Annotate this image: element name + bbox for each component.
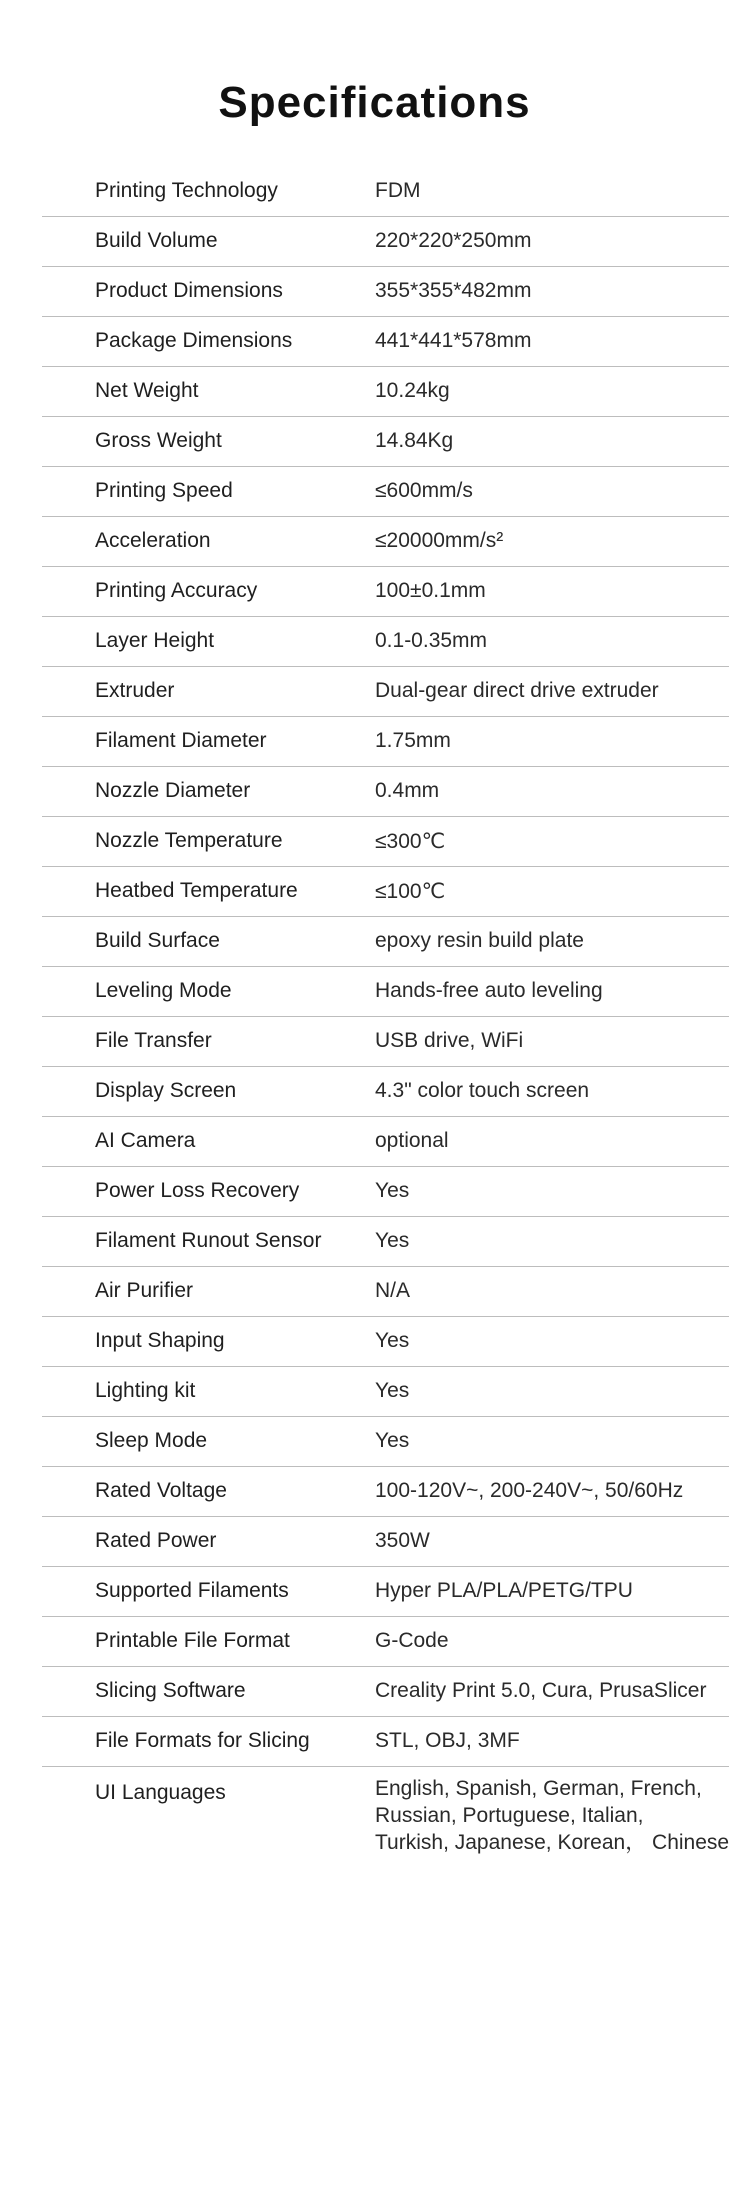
spec-value: FDM: [375, 179, 421, 202]
spec-row: [42, 1117, 729, 1167]
spec-row: [42, 717, 729, 767]
spec-value: Dual-gear direct drive extruder: [375, 679, 659, 702]
spec-label: Leveling Mode: [95, 979, 232, 1002]
spec-label: Nozzle Temperature: [95, 829, 283, 852]
spec-value: USB drive, WiFi: [375, 1029, 524, 1052]
spec-row: [42, 917, 729, 967]
spec-row: [42, 1717, 729, 1767]
spec-value: 355*355*482mm: [375, 279, 532, 302]
spec-row: [42, 167, 729, 217]
spec-value: 100±0.1mm: [375, 579, 486, 602]
spec-label: File Transfer: [95, 1029, 212, 1052]
spec-label: Input Shaping: [95, 1329, 225, 1352]
spec-value: epoxy resin build plate: [375, 929, 584, 952]
spec-label: Build Surface: [95, 929, 220, 952]
spec-row: [42, 1217, 729, 1267]
spec-row: [42, 267, 729, 317]
spec-value: 220*220*250mm: [375, 229, 532, 252]
spec-label: Lighting kit: [95, 1379, 196, 1402]
spec-value-languages: [375, 1775, 730, 1856]
spec-value: Yes: [375, 1379, 410, 1402]
spec-row: [42, 217, 729, 267]
spec-label: Build Volume: [95, 229, 218, 252]
spec-row: [42, 517, 729, 567]
spec-row: [42, 817, 729, 867]
spec-row: [42, 1517, 729, 1567]
spec-value: 0.1-0.35mm: [375, 629, 488, 652]
spec-row: [42, 1467, 729, 1517]
spec-label: Product Dimensions: [95, 279, 283, 302]
spec-row-languages: [42, 1767, 729, 1867]
spec-row: [42, 317, 729, 367]
spec-label: Printable File Format: [95, 1629, 290, 1652]
spec-value: 350W: [375, 1529, 430, 1552]
languages-line: English, Spanish, German, French,: [375, 1777, 702, 1800]
spec-label: Slicing Software: [95, 1679, 246, 1702]
spec-label: AI Camera: [95, 1129, 196, 1152]
spec-value: Yes: [375, 1329, 410, 1352]
spec-value: ≤100℃: [375, 880, 446, 903]
spec-label: Air Purifier: [95, 1279, 194, 1302]
spec-row: [42, 967, 729, 1017]
spec-row: [42, 1167, 729, 1217]
spec-label: Filament Diameter: [95, 729, 267, 752]
spec-row: [42, 1367, 729, 1417]
spec-table: [42, 167, 729, 1867]
spec-value: Hands-free auto leveling: [375, 979, 603, 1002]
spec-label: Display Screen: [95, 1079, 237, 1102]
spec-row: [42, 417, 729, 467]
spec-label: Rated Voltage: [95, 1479, 227, 1502]
spec-row: [42, 367, 729, 417]
spec-value: 14.84Kg: [375, 429, 454, 452]
spec-row: [42, 767, 729, 817]
spec-label: Heatbed Temperature: [95, 879, 298, 902]
spec-value: Yes: [375, 1429, 410, 1452]
spec-label: Power Loss Recovery: [95, 1179, 300, 1202]
spec-value: ≤20000mm/s²: [375, 529, 504, 552]
spec-value: STL, OBJ, 3MF: [375, 1729, 520, 1752]
spec-row: [42, 617, 729, 667]
spec-row: [42, 867, 729, 917]
spec-label: Sleep Mode: [95, 1429, 208, 1452]
spec-row: [42, 567, 729, 617]
spec-label: Printing Technology: [95, 179, 278, 202]
spec-value: ≤300℃: [375, 830, 446, 853]
spec-value: G-Code: [375, 1629, 449, 1652]
spec-label: Layer Height: [95, 629, 215, 652]
spec-label: Printing Speed: [95, 479, 233, 502]
spec-label: UI Languages: [95, 1781, 226, 1804]
spec-value: ≤600mm/s: [375, 479, 473, 502]
spec-label: File Formats for Slicing: [95, 1729, 310, 1752]
spec-value: Yes: [375, 1179, 410, 1202]
spec-label: Acceleration: [95, 529, 211, 552]
spec-value: 100-120V~, 200-240V~, 50/60Hz: [375, 1479, 684, 1502]
spec-value: 441*441*578mm: [375, 329, 532, 352]
spec-label: Nozzle Diameter: [95, 779, 251, 802]
spec-row: [42, 667, 729, 717]
spec-value: Hyper PLA/PLA/PETG/TPU: [375, 1579, 633, 1602]
spec-row: [42, 1267, 729, 1317]
spec-label: Rated Power: [95, 1529, 217, 1552]
spec-label: Gross Weight: [95, 429, 222, 452]
spec-row: [42, 1667, 729, 1717]
spec-label: Printing Accuracy: [95, 579, 258, 602]
spec-value: Yes: [375, 1229, 410, 1252]
languages-line: Turkish, Japanese, Korean， Chinese: [375, 1831, 730, 1854]
spec-label: Extruder: [95, 679, 175, 702]
spec-row: [42, 1417, 729, 1467]
spec-row: [42, 1567, 729, 1617]
spec-row: [42, 467, 729, 517]
spec-value: optional: [375, 1129, 449, 1152]
spec-row: [42, 1617, 729, 1667]
spec-row: [42, 1017, 729, 1067]
spec-row: [42, 1067, 729, 1117]
languages-line: Russian, Portuguese, Italian,: [375, 1804, 644, 1827]
spec-value: Creality Print 5.0, Cura, PrusaSlicer: [375, 1679, 707, 1702]
spec-value: 1.75mm: [375, 729, 451, 752]
page-title: Specifications: [218, 78, 531, 127]
spec-label: Net Weight: [95, 379, 199, 402]
spec-label: Filament Runout Sensor: [95, 1229, 322, 1252]
spec-label: Package Dimensions: [95, 329, 293, 352]
spec-value: 10.24kg: [375, 379, 450, 402]
spec-value: N/A: [375, 1279, 411, 1302]
spec-label: Supported Filaments: [95, 1579, 289, 1602]
spec-value: 0.4mm: [375, 779, 440, 802]
spec-value: 4.3" color touch screen: [375, 1079, 590, 1102]
spec-row: [42, 1317, 729, 1367]
